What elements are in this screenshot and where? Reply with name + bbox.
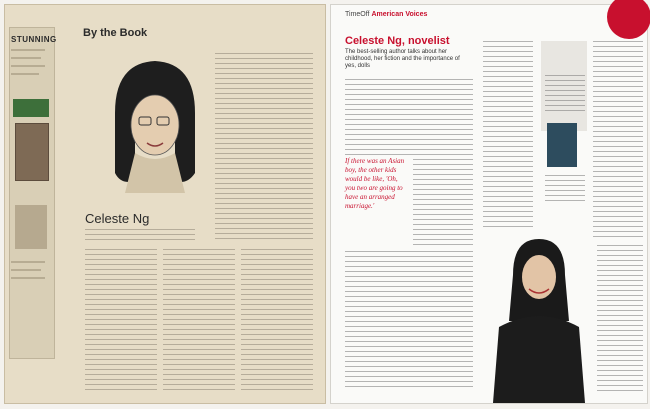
author-photo	[483, 235, 593, 403]
sidebar-text-line	[11, 49, 45, 51]
sidebar-text-line	[11, 261, 45, 263]
intro-text	[85, 229, 195, 243]
text-column	[345, 251, 473, 391]
sidebar-badge	[13, 99, 49, 117]
article-headline: Celeste Ng, novelist	[345, 35, 450, 47]
sidebar-text-line	[11, 269, 41, 271]
sidebar-text-line	[11, 277, 45, 279]
text-column	[241, 249, 313, 393]
corner-badge	[607, 0, 650, 39]
text-column	[345, 79, 473, 155]
sidebar-heading: STUNNING	[11, 35, 57, 44]
text-column	[85, 249, 157, 393]
author-portrait-illustration	[95, 53, 205, 193]
masthead-brand: TimeOff	[345, 11, 370, 18]
section-title: By the Book	[83, 27, 148, 39]
sidebar-text	[545, 75, 585, 115]
masthead	[345, 11, 427, 18]
pull-quote: If there was an Asian boy, the other kids would be like, 'Oh, you two are going to have an arranged marriage.'	[345, 157, 405, 210]
text-column	[597, 245, 643, 393]
text-column	[215, 53, 313, 239]
sidebar	[9, 27, 55, 359]
nyt-by-the-book-page	[4, 4, 326, 404]
masthead-section: American Voices	[371, 11, 428, 18]
text-column	[593, 41, 643, 241]
author-name: Celeste Ng	[85, 211, 150, 226]
sidebar-text	[545, 175, 585, 205]
text-column	[483, 41, 533, 231]
sidebar-text-line	[11, 73, 39, 75]
sidebar-text-line	[11, 65, 45, 67]
sidebar-text-line	[11, 57, 41, 59]
text-column	[163, 249, 235, 393]
text-column	[413, 159, 473, 245]
book-cover-image	[547, 123, 577, 167]
time-american-voices-page	[330, 4, 648, 404]
sidebar-image	[15, 205, 47, 249]
article-dek: The best-selling author talks about her childhood, her fiction and the importance of yes, dolls	[345, 49, 460, 69]
sidebar-book-cover	[15, 123, 49, 181]
